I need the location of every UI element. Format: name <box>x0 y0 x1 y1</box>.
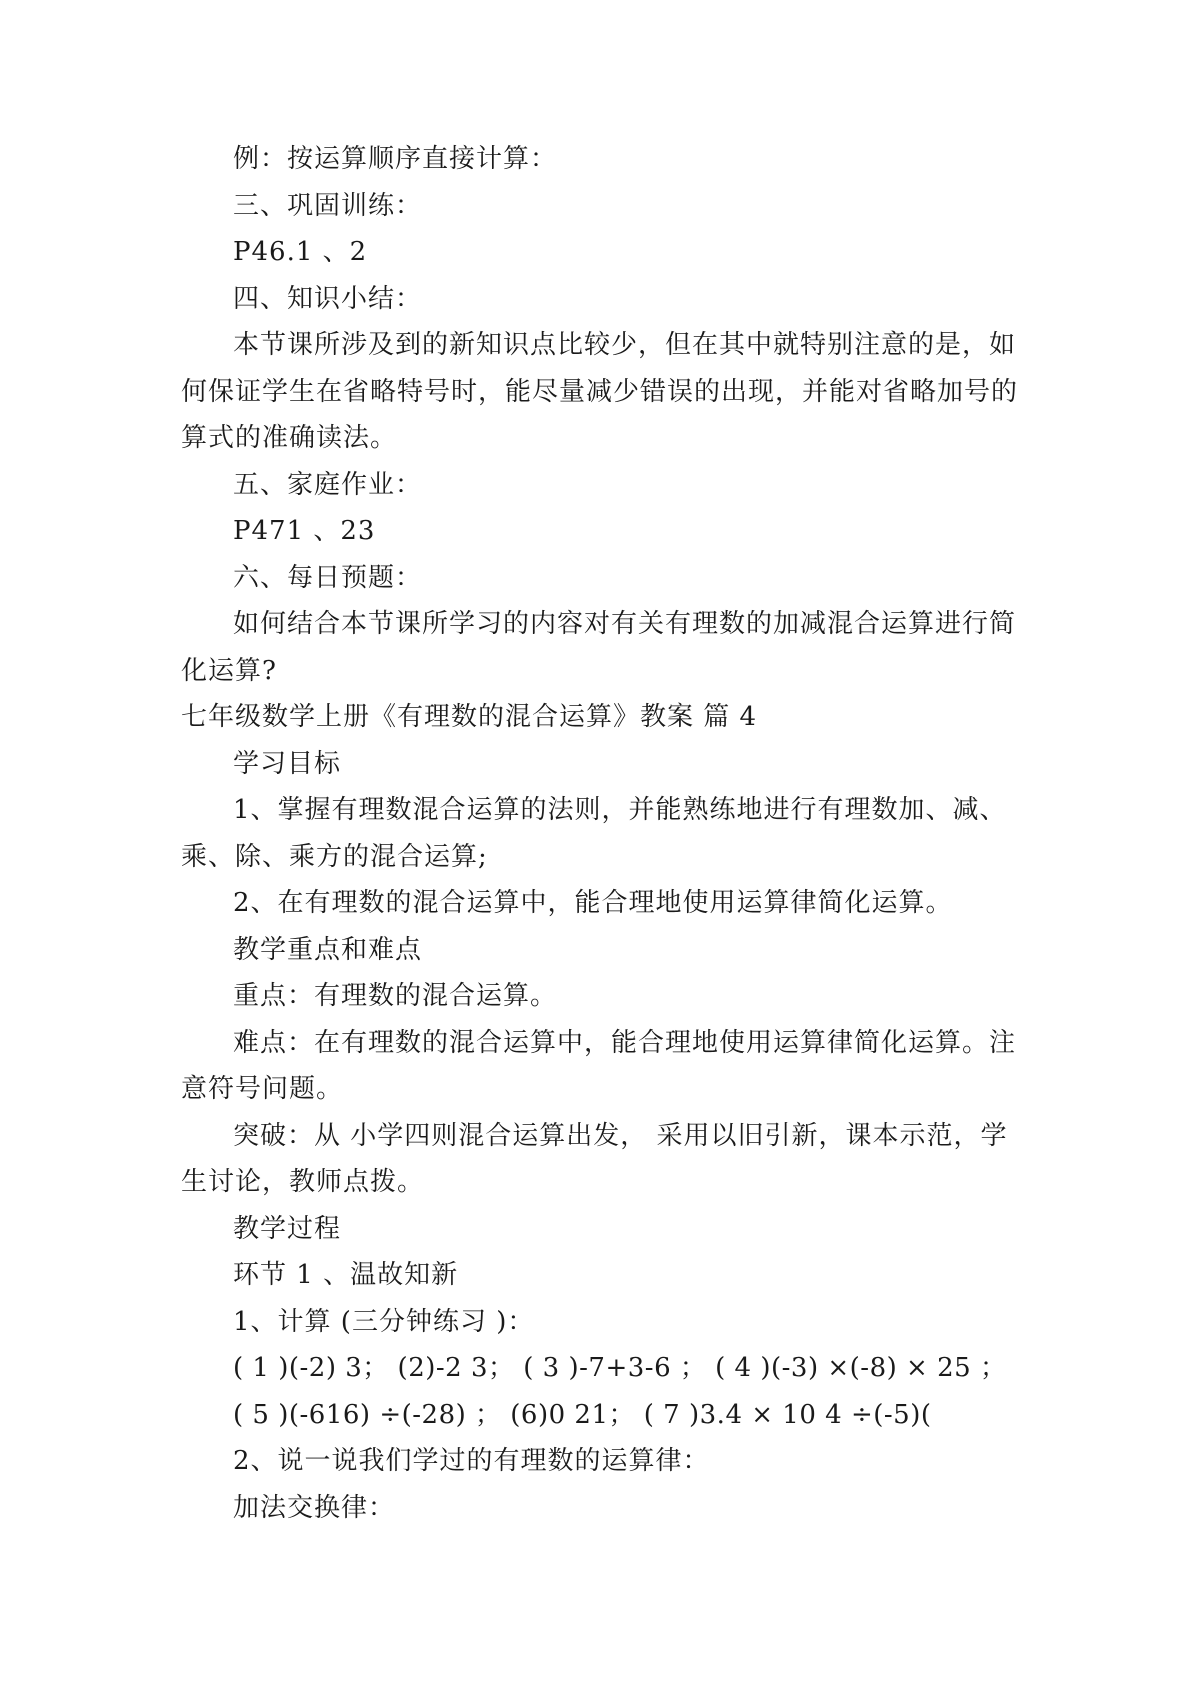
summary-paragraph: 本节课所涉及到的新知识点比较少，但在其中就特别注意的是，如何保证学生在省略特号时，能尽量减少错误的出现，并能对省略加号的算式的准确读法。 <box>181 330 1019 453</box>
exercise-line-1: ( 1 )(-2) 3； (2)-2 3； ( 3 )-7+3-6 ； ( 4 )(-3) ×(-8) × 25 ； <box>233 1353 1007 1383</box>
learning-goals-heading: 学习目标 <box>233 748 342 779</box>
goal-item-2: 2、在有理数的混合运算中，能合理地使用运算律简化运算。 <box>233 888 953 918</box>
difficult-point: 难点：在有理数的混合运算中，能合理地使用运算律简化运算。注意符号问题。 <box>181 1027 1017 1104</box>
example-line: 例：按运算顺序直接计算： <box>233 144 558 174</box>
document-body <box>181 136 1021 1531</box>
commutative-law-label: 加法交换律： <box>233 1492 396 1523</box>
laws-question: 2、说一说我们学过的有理数的运算律： <box>233 1446 710 1476</box>
key-points-heading: 教学重点和难点 <box>233 934 423 965</box>
section-consolidation-heading: 三、巩固训练： <box>233 190 423 221</box>
section-summary-heading: 四、知识小结： <box>233 283 423 314</box>
goal-item-1: 1、掌握有理数混合运算的法则，并能熟练地进行有理数加、减、乘、除、乘方的混合运算; <box>181 795 1007 872</box>
section-preview-heading: 六、每日预题： <box>233 562 423 593</box>
key-point: 重点：有理数的混合运算。 <box>233 981 558 1011</box>
preview-paragraph: 如何结合本节课所学习的内容对有关有理数的加减混合运算进行简化运算? <box>181 609 1017 686</box>
exercise-line-2: ( 5 )(-616) ÷(-28) ； (6)0 21； ( 7 )3.4 × 10 4 ÷(-5)( <box>233 1399 932 1430</box>
lesson-title: 七年级数学上册《有理数的混合运算》教案 篇 4 <box>181 702 758 732</box>
breakthrough-paragraph: 突破：从 小学四则混合运算出发， 采用以旧引新，课本示范，学生讨论，教师点拨。 <box>181 1120 1008 1197</box>
step-1-heading: 环节 1 、温故知新 <box>233 1260 459 1290</box>
consolidation-pages: P46.1 、2 <box>233 237 368 267</box>
exercise-intro: 1、计算 (三分钟练习 )： <box>233 1306 535 1337</box>
homework-pages: P471 、23 <box>233 516 376 546</box>
teaching-process-heading: 教学过程 <box>233 1213 342 1244</box>
section-homework-heading: 五、家庭作业： <box>233 469 423 500</box>
